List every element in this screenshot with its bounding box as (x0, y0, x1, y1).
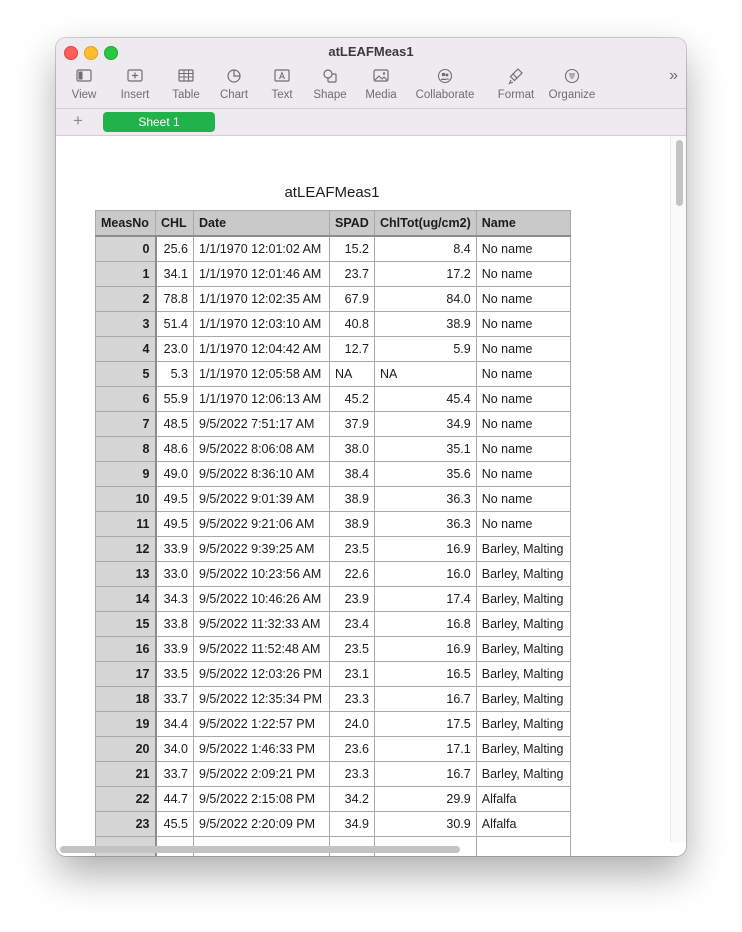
table-cell[interactable]: 1/1/1970 12:05:58 AM (194, 362, 330, 387)
table-cell[interactable]: 23.5 (330, 537, 375, 562)
table-cell[interactable]: Alfalfa (476, 787, 570, 812)
data-table[interactable] (95, 210, 571, 856)
table-cell[interactable]: 16.9 (375, 537, 477, 562)
row-header-cell[interactable]: 22 (96, 787, 156, 812)
table-row[interactable] (96, 737, 571, 762)
window-title: atLEAFMeas1 (328, 44, 414, 59)
table-cell[interactable]: 35.1 (375, 437, 477, 462)
table-cell[interactable]: NA (330, 362, 375, 387)
table-row[interactable] (96, 787, 571, 812)
table-cell[interactable]: Barley, Malting (476, 737, 570, 762)
row-header-cell[interactable]: 19 (96, 712, 156, 737)
table-cell[interactable]: 49.0 (156, 462, 194, 487)
toolbar-organize-label: Organize (548, 89, 596, 101)
pie-chart-icon (226, 67, 242, 85)
vertical-scrollbar[interactable] (670, 136, 686, 842)
table-cell[interactable]: 5.9 (375, 337, 477, 362)
sheet-tab-active[interactable]: Sheet 1 (103, 112, 215, 132)
table-cell[interactable]: 34.2 (330, 787, 375, 812)
table-cell[interactable]: 30.9 (375, 812, 477, 837)
table-cell[interactable]: 9/5/2022 8:06:08 AM (194, 437, 330, 462)
column-header[interactable]: MeasNo (96, 211, 156, 237)
toolbar-table-button[interactable] (170, 67, 202, 101)
collaborate-icon (437, 67, 453, 85)
row-header-cell[interactable]: 11 (96, 512, 156, 537)
table-cell[interactable]: 38.0 (330, 437, 375, 462)
table-cell[interactable]: 17.1 (375, 737, 477, 762)
table-cell[interactable]: 33.7 (156, 687, 194, 712)
row-header-cell[interactable]: 20 (96, 737, 156, 762)
row-header-cell[interactable]: 6 (96, 387, 156, 412)
table-cell[interactable]: No name (476, 437, 570, 462)
table-cell[interactable]: 23.3 (330, 762, 375, 787)
table-row[interactable] (96, 412, 571, 437)
table-cell[interactable]: 36.3 (375, 512, 477, 537)
table-cell[interactable]: 1/1/1970 12:04:42 AM (194, 337, 330, 362)
insert-plus-icon (127, 67, 143, 85)
table-cell[interactable]: 9/5/2022 12:03:26 PM (194, 662, 330, 687)
table-row[interactable] (96, 287, 571, 312)
table-cell[interactable]: 33.0 (156, 562, 194, 587)
toolbar-insert-button[interactable] (118, 67, 152, 101)
table-row[interactable] (96, 662, 571, 687)
column-header[interactable]: ChlTot(ug/cm2) (375, 211, 477, 237)
row-header-cell[interactable]: 1 (96, 262, 156, 287)
column-header[interactable]: SPAD (330, 211, 375, 237)
table-cell[interactable]: 16.5 (375, 662, 477, 687)
double-chevron-right-icon[interactable]: » (669, 67, 678, 84)
table-cell[interactable]: 25.6 (156, 236, 194, 262)
sheet-tab-bar (56, 109, 686, 136)
table-cell[interactable]: 38.9 (375, 312, 477, 337)
table-cell[interactable]: 9/5/2022 8:36:10 AM (194, 462, 330, 487)
table-cell[interactable]: 78.8 (156, 287, 194, 312)
toolbar-shape-button[interactable] (312, 67, 348, 101)
table-row[interactable] (96, 312, 571, 337)
table-cell[interactable]: 9/5/2022 11:52:48 AM (194, 637, 330, 662)
text-box-icon (274, 67, 290, 85)
table-cell[interactable]: 9/5/2022 12:35:34 PM (194, 687, 330, 712)
horizontal-scroll-thumb[interactable] (60, 846, 460, 853)
table-cell[interactable]: 45.5 (156, 812, 194, 837)
table-cell[interactable]: No name (476, 487, 570, 512)
table-cell[interactable]: 16.0 (375, 562, 477, 587)
table-cell[interactable]: No name (476, 337, 570, 362)
table-cell[interactable]: 9/5/2022 10:46:26 AM (194, 587, 330, 612)
table-cell[interactable]: Barley, Malting (476, 587, 570, 612)
table-cell[interactable]: 33.9 (156, 637, 194, 662)
table-cell[interactable]: 9/5/2022 1:46:33 PM (194, 737, 330, 762)
table-cell[interactable]: 49.5 (156, 512, 194, 537)
table-cell[interactable]: 17.4 (375, 587, 477, 612)
table-cell[interactable]: 9/5/2022 9:01:39 AM (194, 487, 330, 512)
table-cell[interactable]: 23.0 (156, 337, 194, 362)
toolbar-chart-button[interactable] (218, 67, 250, 101)
toolbar-insert-label: Insert (120, 89, 150, 101)
table-cell[interactable]: 37.9 (330, 412, 375, 437)
table-cell[interactable]: 5.3 (156, 362, 194, 387)
table-cell[interactable]: 23.3 (330, 687, 375, 712)
table-cell[interactable]: 34.0 (156, 737, 194, 762)
table-cell[interactable]: 16.8 (375, 612, 477, 637)
table-cell[interactable]: 34.9 (375, 412, 477, 437)
row-header-cell[interactable]: 3 (96, 312, 156, 337)
table-cell[interactable]: 34.3 (156, 587, 194, 612)
table-cell[interactable] (476, 837, 570, 857)
table-cell[interactable]: 49.5 (156, 487, 194, 512)
row-header-cell[interactable]: 8 (96, 437, 156, 462)
table-cell[interactable]: 17.5 (375, 712, 477, 737)
column-header[interactable]: Name (476, 211, 570, 237)
table-cell[interactable]: 16.7 (375, 687, 477, 712)
table-cell[interactable]: Barley, Malting (476, 537, 570, 562)
table-cell[interactable]: 34.4 (156, 712, 194, 737)
table-cell[interactable]: Barley, Malting (476, 562, 570, 587)
table-cell[interactable]: 51.4 (156, 312, 194, 337)
table-cell[interactable]: No name (476, 287, 570, 312)
add-sheet-button[interactable]: + (73, 111, 83, 130)
toolbar-shape-label: Shape (313, 89, 347, 101)
table-cell[interactable]: 9/5/2022 9:21:06 AM (194, 512, 330, 537)
table-cell[interactable]: 33.8 (156, 612, 194, 637)
table-cell[interactable]: 84.0 (375, 287, 477, 312)
table-cell[interactable]: 1/1/1970 12:03:10 AM (194, 312, 330, 337)
table-row[interactable] (96, 812, 571, 837)
row-header-cell[interactable]: 5 (96, 362, 156, 387)
table-cell[interactable]: 48.6 (156, 437, 194, 462)
table-cell[interactable]: 38.9 (330, 487, 375, 512)
table-row[interactable] (96, 537, 571, 562)
table-cell[interactable]: 24.0 (330, 712, 375, 737)
table-cell[interactable]: Barley, Malting (476, 662, 570, 687)
table-cell[interactable]: 23.7 (330, 262, 375, 287)
table-cell[interactable]: 1/1/1970 12:06:13 AM (194, 387, 330, 412)
table-row[interactable] (96, 762, 571, 787)
toolbar-text-label: Text (271, 89, 293, 101)
table-cell[interactable]: 9/5/2022 9:39:25 AM (194, 537, 330, 562)
table-cell[interactable]: 23.4 (330, 612, 375, 637)
table-row[interactable] (96, 487, 571, 512)
table-cell[interactable]: 48.5 (156, 412, 194, 437)
row-header-cell[interactable]: 2 (96, 287, 156, 312)
toolbar-media-label: Media (365, 89, 397, 101)
paintbrush-icon (508, 67, 524, 85)
sheet-canvas[interactable] (56, 136, 686, 856)
table-cell[interactable]: 9/5/2022 10:23:56 AM (194, 562, 330, 587)
table-cell[interactable]: Barley, Malting (476, 687, 570, 712)
table-cell[interactable]: 9/5/2022 1:22:57 PM (194, 712, 330, 737)
table-cell[interactable]: 23.1 (330, 662, 375, 687)
table-cell[interactable]: 35.6 (375, 462, 477, 487)
table-row[interactable] (96, 437, 571, 462)
toolbar-organize-button[interactable] (547, 67, 597, 101)
table-cell[interactable]: 67.9 (330, 287, 375, 312)
table-cell[interactable]: No name (476, 262, 570, 287)
table-cell[interactable]: 15.2 (330, 236, 375, 262)
table-cell[interactable]: 38.4 (330, 462, 375, 487)
toolbar-format-button[interactable] (496, 67, 536, 101)
header-row (96, 211, 571, 237)
toolbar-media-button[interactable] (363, 67, 399, 101)
table-icon (178, 67, 194, 85)
table-cell[interactable]: Barley, Malting (476, 612, 570, 637)
table-row[interactable] (96, 387, 571, 412)
toolbar-format-label: Format (497, 89, 535, 101)
toolbar-collaborate-button[interactable] (413, 67, 477, 101)
table-cell[interactable]: 8.4 (375, 236, 477, 262)
toolbar-view-label: View (71, 89, 97, 101)
table-row[interactable] (96, 687, 571, 712)
table-row[interactable] (96, 587, 571, 612)
table-cell[interactable]: 9/5/2022 11:32:33 AM (194, 612, 330, 637)
row-header-cell[interactable]: 12 (96, 537, 156, 562)
toolbar-text-button[interactable] (267, 67, 297, 101)
title-toolbar-area (56, 38, 686, 109)
row-header-cell[interactable]: 4 (96, 337, 156, 362)
table-cell[interactable]: 34.1 (156, 262, 194, 287)
table-cell[interactable]: 34.9 (330, 812, 375, 837)
table-cell[interactable]: Barley, Malting (476, 637, 570, 662)
table-cell[interactable]: 44.7 (156, 787, 194, 812)
table-cell[interactable]: 33.7 (156, 762, 194, 787)
table-cell[interactable]: 45.4 (375, 387, 477, 412)
row-header-cell[interactable]: 15 (96, 612, 156, 637)
table-cell[interactable]: 9/5/2022 2:09:21 PM (194, 762, 330, 787)
table-cell[interactable]: 22.6 (330, 562, 375, 587)
shape-icon (322, 67, 338, 85)
row-header-cell[interactable]: 14 (96, 587, 156, 612)
row-header-cell[interactable]: 21 (96, 762, 156, 787)
toolbar-collaborate-label: Collaborate (415, 89, 475, 101)
table-row[interactable] (96, 512, 571, 537)
column-header[interactable]: Date (194, 211, 330, 237)
table-cell[interactable]: 9/5/2022 2:20:09 PM (194, 812, 330, 837)
row-header-cell[interactable]: 10 (96, 487, 156, 512)
table-cell[interactable]: 38.9 (330, 512, 375, 537)
column-header[interactable]: CHL (156, 211, 194, 237)
row-header-cell[interactable]: 13 (96, 562, 156, 587)
row-header-cell[interactable]: 9 (96, 462, 156, 487)
table-cell[interactable]: 1/1/1970 12:02:35 AM (194, 287, 330, 312)
table-row[interactable] (96, 612, 571, 637)
toolbar-table-label: Table (172, 89, 200, 101)
organize-icon (564, 67, 580, 85)
table-title: atLEAFMeas1 (284, 184, 380, 201)
table-cell[interactable]: 1/1/1970 12:01:46 AM (194, 262, 330, 287)
table-cell[interactable]: 55.9 (156, 387, 194, 412)
table-cell[interactable]: 23.5 (330, 637, 375, 662)
table-cell[interactable]: 29.9 (375, 787, 477, 812)
table-cell[interactable]: 23.9 (330, 587, 375, 612)
table-cell[interactable]: Barley, Malting (476, 762, 570, 787)
sidebar-icon (76, 67, 92, 85)
table-body (96, 236, 571, 856)
table-cell[interactable]: 12.7 (330, 337, 375, 362)
toolbar-chart-label: Chart (219, 89, 249, 101)
toolbar-view-button[interactable] (69, 67, 99, 101)
row-header-cell[interactable]: 18 (96, 687, 156, 712)
row-header-cell[interactable]: 17 (96, 662, 156, 687)
table-cell[interactable]: 9/5/2022 7:51:17 AM (194, 412, 330, 437)
vertical-scroll-thumb[interactable] (676, 140, 683, 206)
table-cell[interactable]: No name (476, 462, 570, 487)
row-header-cell[interactable]: 7 (96, 412, 156, 437)
table-cell[interactable]: No name (476, 412, 570, 437)
table-cell[interactable]: No name (476, 312, 570, 337)
table-cell[interactable]: 1/1/1970 12:01:02 AM (194, 236, 330, 262)
table-cell[interactable]: 40.8 (330, 312, 375, 337)
table-cell[interactable]: 16.7 (375, 762, 477, 787)
table-row[interactable] (96, 462, 571, 487)
table-cell[interactable]: NA (375, 362, 477, 387)
table-cell[interactable]: 9/5/2022 2:15:08 PM (194, 787, 330, 812)
table-cell[interactable]: 17.2 (375, 262, 477, 287)
table-cell[interactable]: Alfalfa (476, 812, 570, 837)
table-row[interactable] (96, 562, 571, 587)
photo-icon (373, 67, 389, 85)
table-cell[interactable]: No name (476, 236, 570, 262)
table-cell[interactable]: 33.9 (156, 537, 194, 562)
table-cell[interactable]: No name (476, 362, 570, 387)
table-cell[interactable]: 33.5 (156, 662, 194, 687)
row-header-cell[interactable]: 0 (96, 236, 156, 262)
table-cell[interactable]: 23.6 (330, 737, 375, 762)
table-row[interactable] (96, 337, 571, 362)
table-cell[interactable]: No name (476, 387, 570, 412)
table-cell[interactable]: 45.2 (330, 387, 375, 412)
table-row[interactable] (96, 262, 571, 287)
table-row[interactable] (96, 712, 571, 737)
table-cell[interactable]: 36.3 (375, 487, 477, 512)
table-row[interactable] (96, 637, 571, 662)
table-cell[interactable]: 16.9 (375, 637, 477, 662)
table-row[interactable] (96, 362, 571, 387)
table-row[interactable] (96, 236, 571, 262)
table-cell[interactable]: No name (476, 512, 570, 537)
row-header-cell[interactable]: 23 (96, 812, 156, 837)
table-cell[interactable]: Barley, Malting (476, 712, 570, 737)
row-header-cell[interactable]: 16 (96, 637, 156, 662)
numbers-window (56, 38, 686, 856)
